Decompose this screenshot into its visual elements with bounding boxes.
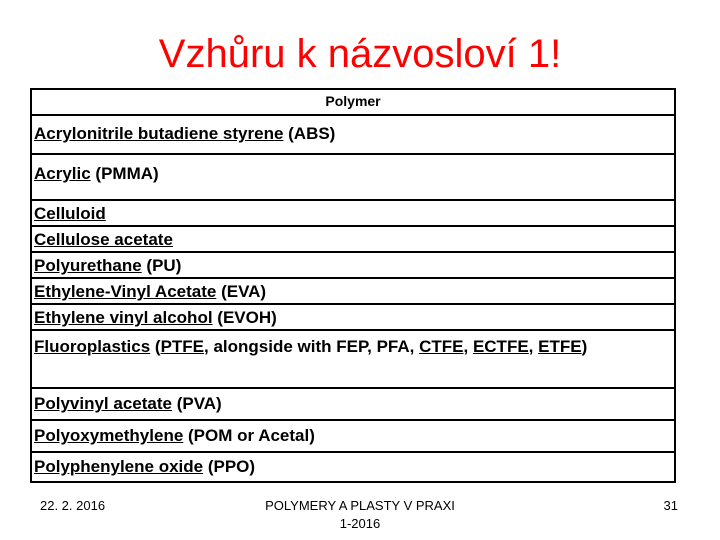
- polymer-abbreviation: (: [150, 337, 161, 356]
- polymer-abbreviation: ,: [528, 337, 539, 356]
- polymer-abbreviation: (EVA): [216, 282, 267, 301]
- table-row: [32, 419, 674, 451]
- polymer-abbreviation: (EVOH): [212, 308, 277, 327]
- polymer-abbreviation: ): [581, 337, 588, 356]
- footer-course: [240, 497, 480, 533]
- polymer-link[interactable]: ECTFE: [472, 337, 529, 356]
- table-row: [32, 153, 674, 199]
- footer-course-title: POLYMERY A PLASTY V PRAXI: [265, 498, 455, 513]
- polymer-link[interactable]: Polyphenylene oxide: [34, 457, 204, 476]
- table-row: [32, 329, 674, 387]
- polymer-link[interactable]: Cellulose acetate: [34, 230, 173, 249]
- polymer-link[interactable]: CTFE: [419, 337, 464, 356]
- table-row: [32, 387, 674, 419]
- polymer-link[interactable]: Polyurethane: [34, 256, 142, 275]
- polymer-abbreviation: (POM or Acetal): [183, 426, 315, 445]
- table-row: [32, 277, 674, 303]
- table-row: [32, 303, 674, 329]
- table-header: Polymer: [325, 93, 381, 109]
- polymer-link[interactable]: Polyvinyl acetate: [34, 394, 172, 413]
- polymer-link[interactable]: ETFE: [538, 337, 582, 356]
- table-row: [32, 114, 674, 153]
- polymer-link[interactable]: Polyoxymethylene: [34, 426, 184, 445]
- polymer-table: [30, 88, 676, 483]
- table-row: [32, 199, 674, 225]
- slide-title: Vzhůru k názvosloví 1!: [158, 32, 562, 76]
- polymer-abbreviation: ,: [463, 337, 473, 356]
- polymer-link[interactable]: Celluloid: [34, 204, 106, 223]
- polymer-link[interactable]: Acrylonitrile butadiene styrene: [34, 124, 284, 143]
- polymer-link[interactable]: PTFE: [160, 337, 205, 356]
- polymer-abbreviation: (PU): [141, 256, 182, 275]
- polymer-link[interactable]: Ethylene vinyl alcohol: [34, 308, 213, 327]
- polymer-abbreviation: (ABS): [283, 124, 336, 143]
- polymer-abbreviation: (PVA): [171, 394, 222, 413]
- table-row: [32, 225, 674, 251]
- polymer-abbreviation: , alongside with FEP, PFA,: [204, 337, 420, 356]
- page-number: 31: [663, 498, 678, 513]
- polymer-abbreviation: (PPO): [203, 457, 256, 476]
- footer-course-code: 1-2016: [339, 516, 381, 531]
- polymer-link[interactable]: Fluoroplastics: [34, 337, 151, 356]
- polymer-link[interactable]: Ethylene-Vinyl Acetate: [34, 282, 217, 301]
- polymer-abbreviation: (PMMA): [90, 164, 159, 183]
- table-row: [32, 251, 674, 277]
- polymer-link[interactable]: Acrylic: [34, 164, 91, 183]
- table-row: [32, 451, 674, 481]
- footer-date: 22. 2. 2016: [40, 498, 106, 513]
